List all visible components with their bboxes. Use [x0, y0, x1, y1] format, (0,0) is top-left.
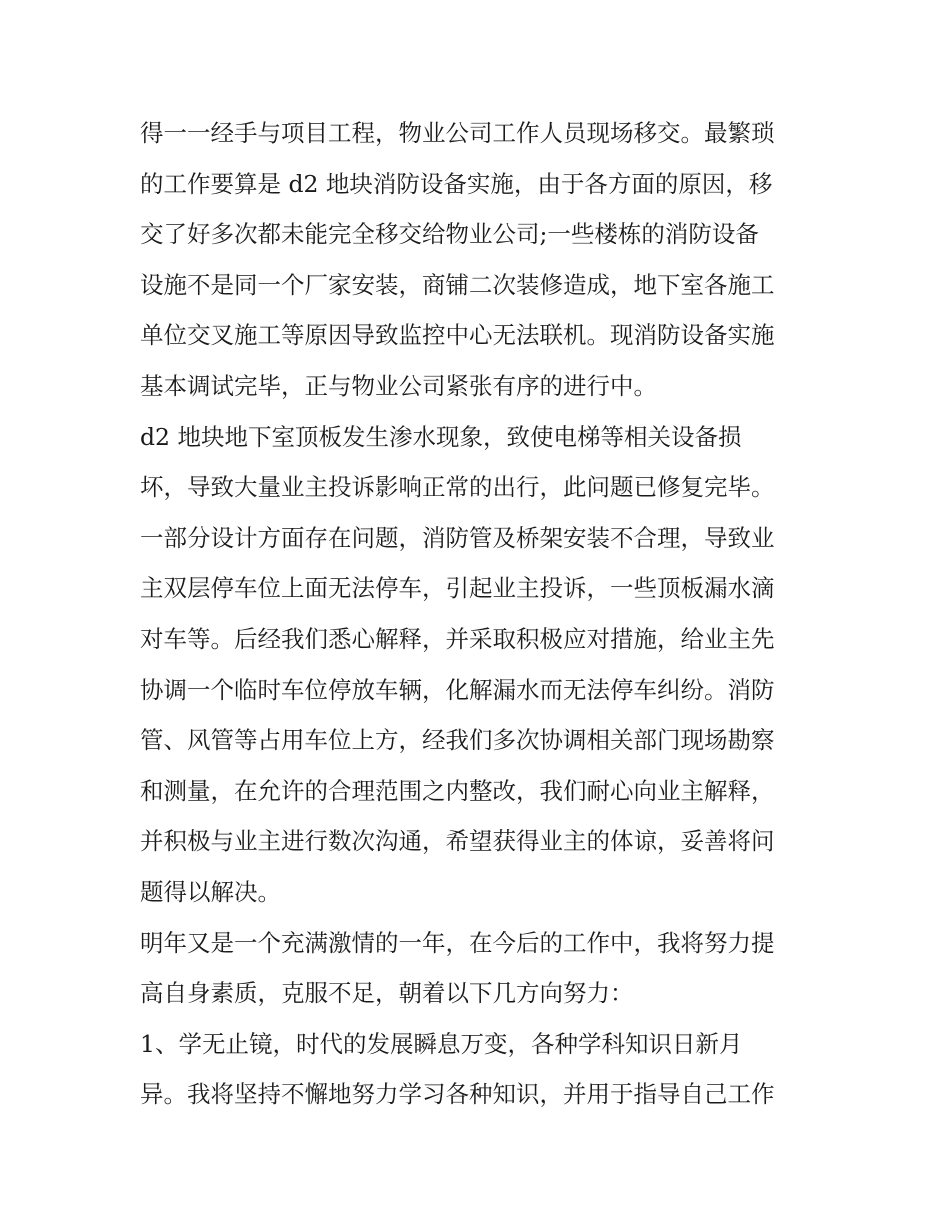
text-line: 对车等。后经我们悉心解释，并采取积极应对措施，给业主先 — [140, 624, 775, 653]
text-line: 坏，导致大量业主投诉影响正常的出行，此问题已修复完毕。 — [140, 473, 775, 502]
text-line: 协调一个临时车位停放车辆，化解漏水而无法停车纠纷。消防 — [140, 675, 775, 704]
text-line: 得一一经手与项目工程，物业公司工作人员现场移交。最繁琐 — [140, 119, 775, 147]
document-body — [140, 108, 820, 1120]
text-line: 的工作要算是 d2 地块消防设备实施，由于各方面的原因，移 — [140, 169, 773, 198]
text-line: 并积极与业主进行数次沟通，希望获得业主的体谅，妥善将问 — [140, 827, 775, 856]
text-line: 明年又是一个充满激情的一年，在今后的工作中，我将努力提 — [140, 928, 775, 957]
text-line: 异。我将坚持不懈地努力学习各种知识，并用于指导自己工作 — [140, 1080, 775, 1109]
text-line: 单位交叉施工等原因导致监控中心无法联机。现消防设备实施 — [140, 321, 775, 350]
text-line: 管、风管等占用车位上方，经我们多次协调相关部门现场勘察 — [140, 726, 775, 755]
text-line: d2 地块地下室顶板发生渗水现象，致使电梯等相关设备损 — [140, 422, 742, 451]
text-line: 基本调试完毕，正与物业公司紧张有序的进行中。 — [140, 371, 657, 400]
text-line: 交了好多次都未能完全移交给物业公司;一些楼栋的消防设备 — [140, 220, 759, 249]
text-line: 1、学无止镜，时代的发展瞬息万变，各种学科知识日新月 — [140, 1029, 743, 1058]
text-line: 主双层停车位上面无法停车，引起业主投诉，一些顶板漏水滴 — [140, 574, 775, 603]
text-line: 和测量，在允许的合理范围之内整改，我们耐心向业主解释， — [140, 776, 775, 805]
text-line: 题得以解决。 — [140, 877, 281, 906]
text-line: 高自身素质，克服不足，朝着以下几方向努力： — [140, 979, 634, 1008]
text-line: 一部分设计方面存在问题，消防管及桥架安装不合理，导致业 — [140, 523, 775, 552]
text-line: 设施不是同一个厂家安装，商铺二次装修造成，地下室各施工 — [140, 270, 775, 299]
